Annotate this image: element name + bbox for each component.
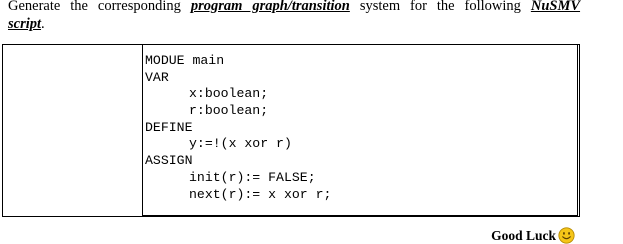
question-prefix: Generate the corresponding (8, 0, 181, 14)
code-line: y:=!(x xor r) (189, 136, 292, 152)
code-line: ASSIGN (145, 153, 193, 169)
good-luck-note (491, 227, 575, 244)
nusmv-code (145, 53, 331, 203)
good-luck-text: Good Luck (491, 227, 556, 243)
code-line: init(r):= FALSE; (189, 169, 316, 185)
question-line-2 (8, 15, 45, 33)
code-line: x:boolean; (189, 86, 269, 102)
code-line: DEFINE (145, 119, 193, 135)
code-line: next(r):= x xor r; (189, 186, 332, 202)
question-middle: system for the following (359, 0, 521, 14)
code-line: VAR (145, 69, 169, 85)
code-line: r:boolean; (189, 103, 269, 119)
question-line-1 (8, 0, 580, 15)
question-emphasis-program-graph: program graph/transition (190, 0, 350, 14)
smiley-face-icon (558, 227, 575, 244)
question-end: . (41, 16, 45, 32)
code-line: MODUE main (145, 53, 225, 68)
question-emphasis-script: script (8, 16, 42, 32)
question-emphasis-nusmv: NuSMV (530, 0, 581, 14)
